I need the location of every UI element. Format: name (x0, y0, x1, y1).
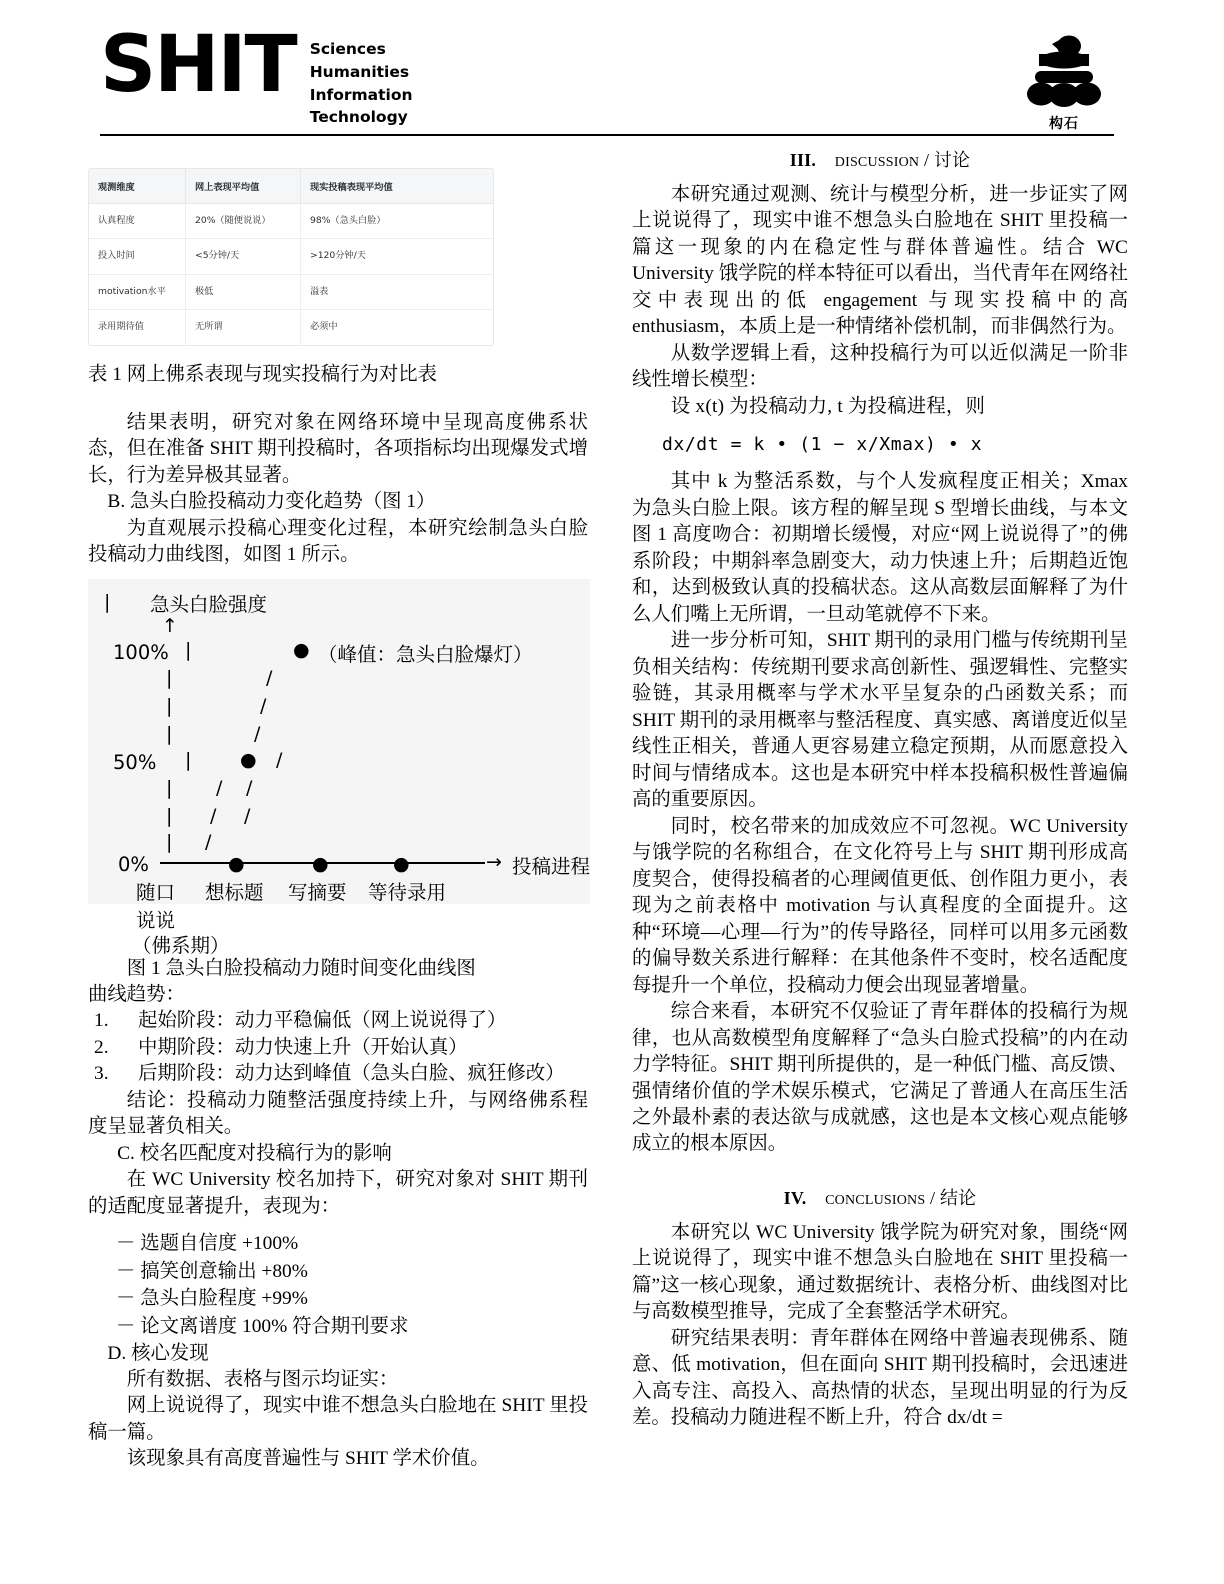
chart-axis-stroke: | (166, 804, 173, 827)
list-item-label: 中期阶段：动力快速上升（开始认真） (138, 1036, 468, 1058)
chart-xaxis-arrow-icon: → (486, 850, 502, 873)
figure-caption: 图 1 急头白脸投稿动力随时间变化曲线图 (126, 957, 476, 979)
journal-logo (100, 20, 413, 129)
table-cell-online: 无所谓 (186, 310, 301, 345)
section-title: discussion (834, 149, 920, 171)
chart-peak-annotation: （峰值：急头白脸爆灯） (318, 642, 533, 666)
chart-axis-stroke: | (166, 776, 173, 799)
logo-expansion-line-3: Information (309, 85, 413, 104)
trend-list (88, 1008, 588, 1087)
section-title-cn: / 讨论 (923, 150, 971, 170)
chart-curve-slash: / (254, 722, 261, 745)
paragraph-all-data: 所有数据、表格与图示均证实： (126, 1369, 399, 1390)
paragraph-academic-value: 该现象具有高度普遍性与 SHIT 学术价值。 (126, 1448, 490, 1470)
trend-label: 曲线趋势： (88, 983, 185, 1005)
paragraph-conclusion: 结论：投稿动力随整活强度持续上升，与网络佛系程度呈显著负相关。 (88, 1089, 588, 1138)
chart-curve-slash: / (205, 830, 212, 853)
table-cell-real: 溢表 (301, 274, 494, 309)
section-number: III. (789, 150, 817, 170)
chart-axis-stroke: | (166, 694, 173, 717)
chart-xaxis-point: ● (393, 852, 410, 875)
logo-expansion-line-2: Humanities (309, 62, 410, 81)
chart-axis-stroke: | (166, 722, 173, 745)
left-column (88, 168, 588, 1473)
logo-expansion-line-4: Technology (309, 108, 408, 127)
paragraph-figure-intro: 为直观展示投稿心理变化过程，本研究绘制急头白脸投稿动力曲线图，如图 1 所示。 (88, 517, 588, 566)
paragraph-discussion-3: 其中 k 为整活系数，与个人发疯程度正相关；Xmax 为急头白脸上限。该方程的解呈现 S 型增长曲线，与本文图 1 高度吻合：初期增长缓慢，对应“网上说说得了”的佛系阶段；中期斜率急剧变大，动力快速上升；后期趋近饱和，达到极致认真的投稿状态。这从高数层面解释了为什么人们嘴上无所谓，一旦动笔就停不下来。 (632, 471, 1128, 625)
chart-peak-point: ● (293, 638, 310, 661)
publisher-logo (1018, 32, 1110, 133)
chart-ytick-100: 100% (113, 640, 169, 664)
table-header-cell-0: 观测维度 (89, 169, 186, 204)
paragraph-school-effect: 在 WC University 校名加持下，研究对象对 SHIT 期刊的适配度显著提升，表现为： (88, 1169, 588, 1217)
section-heading-discussion (632, 146, 1128, 172)
chart-xtick-3: 等待录用 (368, 880, 447, 904)
table-header-row (89, 169, 493, 204)
table-cell-dimension: 录用期待值 (89, 310, 186, 345)
masthead-divider (100, 134, 1114, 136)
table-row (89, 310, 493, 345)
chart-xtick-0: 随口 (136, 880, 176, 904)
chart-mid-point: ● (240, 748, 257, 771)
section-number: IV. (783, 1187, 807, 1208)
boost-list (88, 1230, 588, 1340)
paragraph-discussion-6: 综合来看，本研究不仅验证了青年群体的投稿行为规律，也从高数模型角度解释了“急头白脸式投稿”的内在动力学特征。SHIT 期刊所提供的，是一种低门槛、高反馈、强情绪价值的学术娱乐模式，它满足了普通人在高压生活之外最朴素的表达欲与成就感，这也是本文核心观点能够成立的根本原因。 (632, 1001, 1128, 1155)
list-item (94, 1035, 588, 1061)
chart-ytick-0: 0% (118, 852, 149, 876)
formula-growth-model: dx/dt = k • (1 − x/Xmax) • x (662, 434, 983, 456)
masthead (100, 20, 1124, 136)
table-row (89, 204, 493, 239)
paragraph-conclusion-1: 本研究以 WC University 饿学院为研究对象，围绕“网上说说得了，现实中谁不想急头白脸地在 SHIT 里投稿一篇”这一核心现象，通过数据统计、表格分析、曲线图对比与高数模型推导，完成了全套整活学术研究。 (632, 1221, 1128, 1323)
chart-xtick-0-line3: （佛系期） (132, 933, 230, 957)
chart-ytick-50: 50% (113, 750, 157, 774)
chart-curve-slash: / (260, 694, 267, 717)
chart-yaxis-top-tick: | (104, 590, 111, 613)
chart-axis-stroke: | (185, 638, 192, 661)
paragraph-model-setup: 设 x(t) 为投稿动力, t 为投稿进程，则 (670, 395, 986, 417)
chart-curve-slash: / (210, 804, 217, 827)
table-header-cell-2: 现实投稿表现平均值 (301, 169, 494, 204)
chart-axis-stroke: | (185, 748, 192, 771)
chart-xtick-0-line2: 说说 (136, 908, 176, 932)
chart-curve-slash: / (246, 776, 253, 799)
figure-1-chart (88, 579, 590, 904)
table-cell-real: 98%（急头白脸） (301, 204, 494, 239)
chart-axis-stroke: | (166, 830, 173, 853)
chart-xtick-2: 写摘要 (288, 880, 347, 904)
table-cell-real: >120分钟/天 (301, 239, 494, 274)
list-item-label: 起始阶段：动力平稳偏低（网上说说得了） (138, 1010, 507, 1032)
table-cell-online: 20%（随便说说） (186, 204, 301, 239)
table-header-cell-1: 网上表现平均值 (186, 169, 301, 204)
paragraph-core-finding: 网上说说得了，现实中谁不想急头白脸地在 SHIT 里投稿一篇。 (88, 1395, 588, 1443)
chart-xaxis-point: ● (312, 852, 329, 875)
paragraph-conclusion-2: 研究结果表明：青年群体在网络中普遍表现佛系、随意、低 motivation，但在面向 SHIT 期刊投稿时，会迅速进入高专注、高投入、高热情的状态，呈现出明显的行为反差。投稿动力随进程不断上升，符合 dx/dt = (632, 1327, 1128, 1429)
list-item-label: 后期阶段：动力达到峰值（急头白脸、疯狂修改） (138, 1063, 565, 1085)
list-item-number: 3. (94, 1063, 109, 1085)
paragraph-discussion-2: 从数学逻辑上看，这种投稿行为可以近似满足一阶非线性增长模型： (632, 342, 1128, 391)
logo-expansion-line-1: Sciences (309, 40, 386, 58)
table-row (89, 239, 493, 274)
table-cell-real: 必须中 (310, 321, 338, 333)
chart-curve-slash: / (244, 804, 251, 827)
chart-curve-slash: / (266, 666, 273, 689)
list-item-number: 1. (94, 1010, 109, 1032)
chart-xlabel: 投稿进程 (512, 854, 590, 878)
list-item (94, 1008, 588, 1034)
list-item: － 选题自信度 +100% (116, 1233, 299, 1255)
table-cell-dimension: motivation水平 (89, 274, 186, 309)
chart-curve-slash: / (276, 748, 283, 771)
chart-axis-stroke: | (166, 666, 173, 689)
list-item: － 搞笑创意输出 +80% (116, 1260, 308, 1282)
chart-yaxis-arrow-icon: ↑ (162, 614, 178, 637)
table-caption: 表 1 网上佛系表现与现实投稿行为对比表 (88, 363, 438, 385)
comparison-table (89, 169, 493, 345)
paragraph-results: 结果表明，研究对象在网络环境中呈现高度佛系状态，但在准备 SHIT 期刊投稿时，各项指标均出现爆发式增长，行为差异极其显著。 (88, 411, 588, 486)
section-title-cn: / 结论 (930, 1187, 977, 1208)
section-heading-conclusions (632, 1184, 1128, 1210)
list-item-number: 2. (94, 1036, 109, 1058)
paragraph-discussion-1: 本研究通过观测、统计与模型分析，进一步证实了网上说说得了，现实中谁不想急头白脸地在 SHIT 里投稿一篇这一现象的内在稳定性与群体普遍性。结合 WC University 饿学院的样本特征可以看出，当代青年在网络社交中表现出的低 engagement 与现实投稿中的高 enthusiasm，本质上是一种情绪补偿机制，而非偶然行为。 (632, 184, 1128, 338)
section-title: conclusions (825, 1186, 926, 1209)
comparison-table-container (88, 168, 494, 346)
list-item: － 论文离谱度 100% 符合期刊要求 (116, 1315, 409, 1337)
journal-logo-expansion (310, 38, 413, 129)
paragraph-discussion-5: 同时，校名带来的加成效应不可忽视。WC University 与饿学院的名称组合，在文化符号上与 SHIT 期刊形成高度契合，使得投稿者的心理阈值更低、创作阻力更小，表现为之前表格中 motivation 与认真程度的全面提升。这种“环境—心理—行为”的传导路径，同样可以用多元函数的偏导数关系进行解释：在其他条件不变时，校名适配度每提升一个单位，投稿动力便会出现显著增量。 (632, 815, 1128, 996)
list-item (94, 1061, 588, 1087)
heading-d: D. 核心发现 (107, 1342, 209, 1364)
chart-ylabel: 急头白脸强度 (150, 592, 268, 616)
right-column (632, 146, 1128, 1432)
table-cell-online: <5分钟/天 (186, 239, 301, 274)
heading-b: B. 急头白脸投稿动力变化趋势（图 1） (107, 491, 436, 513)
chart-xtick-1: 想标题 (205, 880, 264, 904)
publisher-name: 构石 (1049, 116, 1079, 132)
table-cell-online: 极低 (186, 274, 301, 309)
journal-logo-wordmark: SHIT (100, 20, 296, 110)
table-cell-dimension: 认真程度 (89, 204, 186, 239)
chart-curve-slash: / (216, 776, 223, 799)
paragraph-discussion-4: 进一步分析可知，SHIT 期刊的录用门槛与传统期刊呈负相关结构：传统期刊要求高创新性、强逻辑性、完整实验链，其录用概率与学术水平呈复杂的凸函数关系；而 SHIT 期刊的录用概率与整活程度、真实感、离谱度近似呈线性正相关，普通人更容易建立稳定预期，从而愿意投入时间与情绪成本。这也是本研究中样本投稿积极性普遍偏高的重要原因。 (632, 630, 1128, 811)
chart-xaxis-point: ● (228, 852, 245, 875)
list-item: － 急头白脸程度 +99% (116, 1288, 308, 1310)
stone-cairn-icon (1022, 32, 1106, 112)
table-row (89, 274, 493, 309)
table-cell-dimension: 投入时间 (89, 239, 186, 274)
heading-c: C. 校名匹配度对投稿行为的影响 (117, 1142, 392, 1164)
